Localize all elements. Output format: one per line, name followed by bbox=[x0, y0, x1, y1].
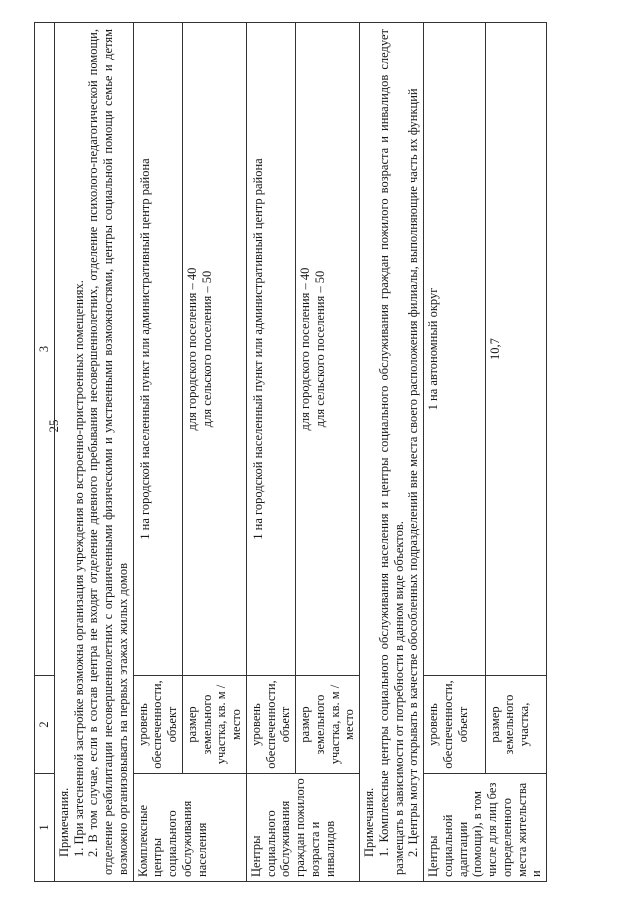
row1-level-value: 1 на городской населенный пункт или административный центр района bbox=[133, 23, 182, 676]
note1-cell bbox=[54, 23, 133, 882]
header-col-3: 3 bbox=[35, 23, 55, 676]
note2-item-2: 2. Центры могут открывать в качестве обособленных подразделений вне места своего расположения филиалы, выполняющие часть их функций bbox=[406, 88, 421, 857]
row1-area-value-1: для городского поселения – 40 bbox=[184, 267, 199, 431]
table-row bbox=[246, 23, 295, 882]
row2-level-label: уровень обеспеченности, объект bbox=[246, 676, 295, 774]
note1-item-2: 2. В том случае, если в состав центра не входят отделение дневного пребывания несовершеннолетних, отделение психолого-педагогической помощи, отделение реабилитации несовершеннолетних с ограниченными физическими и умственными возможностями, центры социальной помощи семье и детям возможно организовывать на первых этажах жилых домов bbox=[86, 29, 130, 875]
row2-area-label: размер земельного участка, кв. м /место bbox=[296, 676, 360, 774]
row2-level-value: 1 на городской населенный пункт или административный центр района bbox=[246, 23, 295, 676]
table-row bbox=[296, 23, 360, 882]
note2-title: Примечания. bbox=[362, 787, 376, 857]
row1-area-label: размер земельного участка, кв. м /место bbox=[182, 676, 246, 774]
note1-title: Примечания. bbox=[56, 787, 71, 857]
note1-item-1: 1. При затесненной застройке возможна организация учреждения во встроенно-пристроенных помещениях. bbox=[71, 280, 86, 857]
row3-level-label: уровень обеспеченности, объект bbox=[424, 676, 486, 774]
row1-name: Комплексные центры социального обслуживания населения bbox=[133, 774, 246, 882]
header-col-2: 2 bbox=[35, 676, 55, 774]
note2-item-1: 1. Комплексные центры социального обслуживания населения и центры социального обслуживания граждан пожилого возраста и инвалидов следует размещать в зависимости от потребности в данном виде объектов. bbox=[376, 29, 406, 875]
row3-name: Центры социальной адаптации (помощи), в том числе для лиц без определенного места жительства и bbox=[424, 774, 547, 882]
table-row bbox=[485, 23, 547, 882]
row2-area-value-1: для городского поселения – 40 bbox=[298, 267, 312, 431]
row1-area-value bbox=[182, 23, 246, 676]
table-row bbox=[133, 23, 182, 882]
row3-area-label: размер земельного участка, bbox=[485, 676, 547, 774]
row2-area-value bbox=[296, 23, 360, 676]
row3-area-value: 10,7 bbox=[485, 23, 547, 676]
landscape-content bbox=[34, 22, 594, 882]
norms-table bbox=[34, 22, 547, 882]
table-row bbox=[424, 23, 486, 882]
row1-area-value-2: для сельского поселения – 50 bbox=[199, 270, 214, 428]
note2-row bbox=[360, 23, 424, 882]
note2-cell bbox=[360, 23, 424, 882]
table-row bbox=[182, 23, 246, 882]
page-number: 25 bbox=[46, 419, 61, 433]
row1-level-label: уровень обеспеченности, объект bbox=[133, 676, 182, 774]
header-col-1: 1 bbox=[35, 774, 55, 882]
row2-area-value-2: для сельского поселения – 50 bbox=[312, 270, 327, 428]
row3-level-value: 1 на автономный округ bbox=[424, 23, 486, 676]
table-header-row bbox=[35, 23, 55, 882]
rotated-page bbox=[34, 22, 594, 882]
row2-name: Центры социального обслуживания граждан пожилого возраста и инвалидов bbox=[246, 774, 359, 882]
note1-row bbox=[54, 23, 133, 882]
